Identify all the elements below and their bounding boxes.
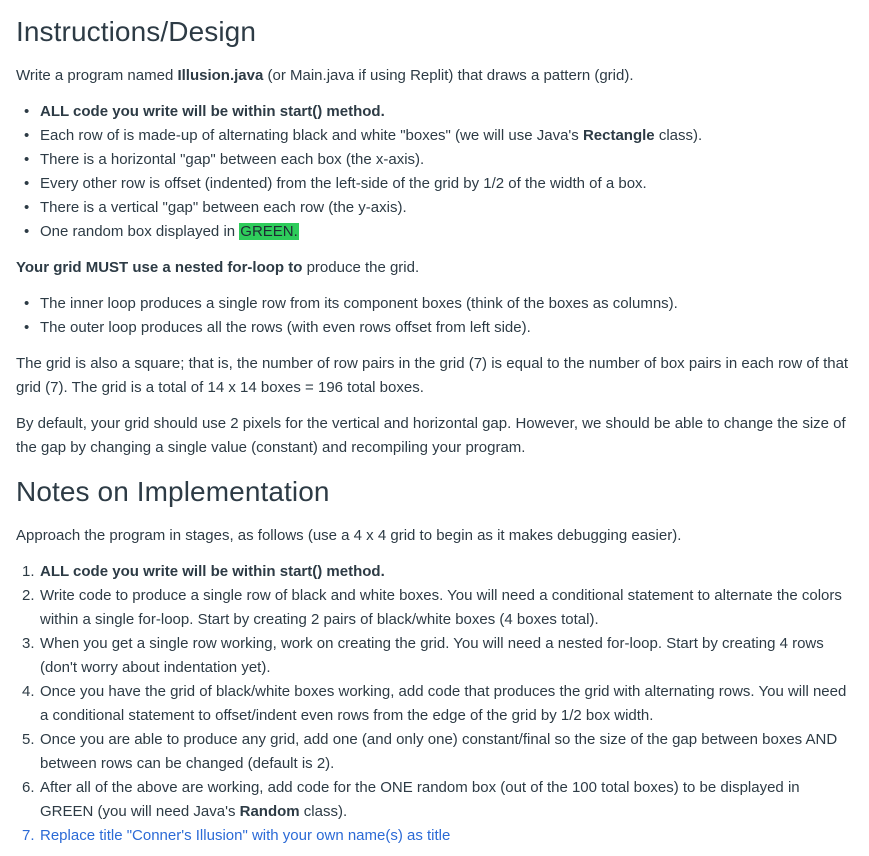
step-text: Write code to produce a single row of black and white boxes. You will need a conditional statement to alternate the colors within a single for-loop. Start by creating 2 pairs of black/white boxes (4 boxes total).	[40, 587, 842, 628]
bullet-text: Each row of is made-up of alternating black and white "boxes" (we will use Java's	[40, 127, 583, 144]
list-item	[22, 680, 853, 728]
list-item	[22, 824, 853, 848]
list-item	[40, 100, 853, 124]
instructions-heading: Instructions/Design	[16, 16, 257, 47]
filename-bold: Illusion.java	[177, 67, 264, 84]
square-grid-paragraph: The grid is also a square; that is, the number of row pairs in the grid (7) is equal to the number of box pairs in each row of that grid (7). The grid is a total of 14 x 14 boxes = 196 total boxes.	[16, 355, 849, 396]
list-item	[40, 172, 853, 196]
intro-text-end: (or Main.java if using Replit) that draws a pattern (grid).	[263, 67, 634, 84]
list-item: • The outer loop produces all the rows (with even rows offset from left side).	[40, 316, 853, 340]
list-item	[22, 560, 853, 584]
bullet-text: There is a vertical "gap" between each row (the y-axis).	[40, 199, 407, 216]
list-item	[22, 728, 853, 776]
step-text: Once you have the grid of black/white boxes working, add code that produces the grid with alternating rows. You will need a conditional statement to offset/indent even rows from the edge of the grid by 1/2 box width.	[40, 683, 847, 724]
step-number: 3.	[22, 635, 35, 652]
random-class-bold: Random	[239, 803, 300, 820]
rectangle-class-bold: Rectangle	[582, 127, 655, 144]
step-number: 7.	[22, 827, 35, 844]
step-number: 6.	[22, 779, 35, 796]
list-item	[40, 124, 853, 148]
step-text: class).	[299, 803, 348, 820]
step-text: After all of the above are working, add code for the ONE random box (out of the 100 total boxes) to be displayed in GREEN (you will need Java's	[40, 779, 800, 820]
nested-loop-bold: Your grid MUST use a nested for-loop to	[16, 259, 303, 276]
intro-text: Write a program named	[16, 67, 178, 84]
replace-title-link[interactable]: Replace title "Conner's Illusion" with your own name(s) as title	[40, 827, 451, 844]
notes-intro-paragraph: Approach the program in stages, as follows (use a 4 x 4 grid to begin as it makes debugging easier).	[16, 527, 682, 544]
steps-list	[16, 560, 853, 848]
step-text: Once you are able to produce any grid, add one (and only one) constant/final so the size of the gap between boxes AND between rows can be changed (default is 2).	[40, 731, 838, 772]
bullet-bold: ALL code you write will be within start() method.	[40, 103, 385, 120]
loop-bullet-list	[16, 292, 853, 340]
step-number: 5.	[22, 731, 35, 748]
list-item	[22, 776, 853, 824]
step-number: 1.	[22, 563, 35, 580]
bullet-text: Every other row is offset (indented) from the left-side of the grid by 1/2 of the width of a box.	[40, 175, 647, 192]
list-item: • The inner loop produces a single row from its component boxes (think of the boxes as columns).	[40, 292, 853, 316]
design-bullet-list	[16, 100, 853, 244]
list-item	[22, 584, 853, 632]
bullet-text: There is a horizontal "gap" between each box (the x-axis).	[40, 151, 425, 168]
step-number: 2.	[22, 587, 35, 604]
step-bold: ALL code you write will be within start() method.	[40, 563, 385, 580]
gap-paragraph: By default, your grid should use 2 pixels for the vertical and horizontal gap. However, we should be able to change the size of the gap by changing a single value (constant) and recompiling your program.	[16, 415, 846, 456]
notes-heading: Notes on Implementation	[16, 476, 330, 507]
bullet-text: One random box displayed in	[40, 223, 240, 240]
list-item	[40, 148, 853, 172]
intro-paragraph	[16, 64, 853, 88]
bullet-text: class).	[654, 127, 703, 144]
step-text: When you get a single row working, work on creating the grid. You will need a nested for-loop. Start by creating 4 rows (don't worry about indentation yet).	[40, 635, 824, 676]
nested-loop-paragraph	[16, 256, 853, 280]
list-item	[22, 632, 853, 680]
list-item	[40, 196, 853, 220]
green-highlight: GREEN.	[240, 223, 298, 240]
list-item	[40, 220, 853, 244]
nested-loop-text: produce the grid.	[302, 259, 420, 276]
step-number: 4.	[22, 683, 35, 700]
